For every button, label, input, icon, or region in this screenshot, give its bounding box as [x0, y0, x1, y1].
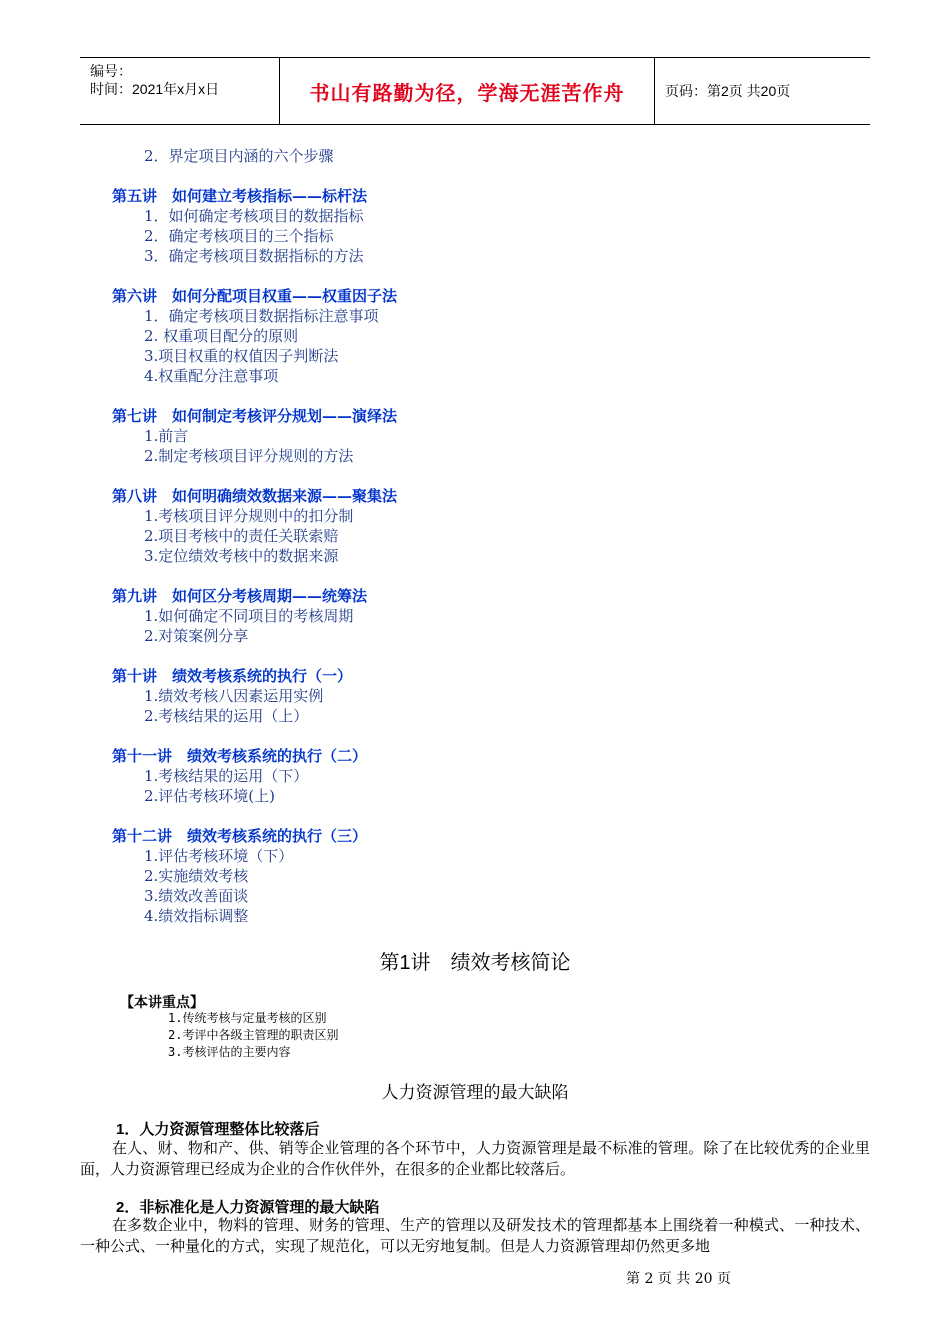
lecture-title: 第1讲 绩效考核简论 [379, 952, 571, 974]
page-footer: 第 2 页 共 20 页 [626, 1271, 731, 1287]
paragraph-1: 在人、财、物和产、供、销等企业管理的各个环节中，人力资源管理是最不标准的管理。除了在比较优秀的企业里面，人力资源管理已经成为企业的合作伙伴外，在很多的企业都比较落后。 [80, 1139, 870, 1178]
toc-lecture-8[interactable]: 第八讲 如何明确绩效数据来源——聚集法 [112, 487, 398, 505]
toc-item: 1.绩效考核八因素运用实例 [144, 687, 324, 705]
header-motto: 书山有路勤为径，学海无涯苦作舟 [280, 58, 655, 124]
toc-item: 2. 权重项目配分的原则 [144, 327, 299, 345]
toc-item: 4.绩效指标调整 [144, 907, 249, 925]
toc-item: 3.绩效改善面谈 [144, 887, 249, 905]
section-title: 人力资源管理的最大缺陷 [381, 1083, 569, 1102]
toc-item: 2.实施绩效考核 [144, 867, 249, 885]
subheading-2: 2．非标准化是人力资源管理的最大缺陷 [116, 1199, 380, 1216]
toc-item: 1.考核结果的运用（下） [144, 767, 309, 785]
toc-item: 2.考核结果的运用（上） [144, 707, 309, 725]
toc-lecture-7[interactable]: 第七讲 如何制定考核评分规划——演绎法 [112, 407, 398, 425]
toc-item: 3．确定考核项目数据指标的方法 [144, 247, 364, 265]
toc-item: 2.项目考核中的责任关联索赔 [144, 527, 339, 545]
focus-item: 2.考评中各级主管理的职责区别 [168, 1028, 339, 1042]
paragraph-2: 在多数企业中，物料的管理、财务的管理、生产的管理以及研发技术的管理都基本上围绕着一种模式、一种技术、一种公式、一种量化的方式，实现了规范化，可以无穷地复制。但是人力资源管理却仍然更多地 [80, 1216, 870, 1255]
toc-lecture-11[interactable]: 第十一讲 绩效考核系统的执行（二） [112, 747, 368, 765]
toc-item: 4.权重配分注意事项 [144, 367, 279, 385]
number-label: 编号： [90, 63, 132, 79]
toc-item: 2．界定项目内涵的六个步骤 [144, 147, 334, 165]
toc-lecture-12[interactable]: 第十二讲 绩效考核系统的执行（三） [112, 827, 368, 845]
header-meta [80, 58, 280, 124]
toc-item: 2.制定考核项目评分规则的方法 [144, 447, 354, 465]
header-page-info: 页码：第2页 共20页 [665, 83, 791, 99]
page-header [80, 57, 870, 125]
focus-list [168, 1010, 338, 1061]
toc-item: 1.如何确定不同项目的考核周期 [144, 607, 354, 625]
toc-item: 3.定位绩效考核中的数据来源 [144, 547, 339, 565]
toc-item: 2.评估考核环境(上) [144, 787, 276, 805]
toc-item: 1．确定考核项目数据指标注意事项 [144, 307, 379, 325]
toc-item: 1．如何确定考核项目的数据指标 [144, 207, 364, 225]
toc-item: 1.考核项目评分规则中的扣分制 [144, 507, 354, 525]
focus-item: 3.考核评估的主要内容 [168, 1045, 291, 1059]
time-label: 时间：2021年x月x日 [90, 81, 220, 97]
table-of-contents [112, 146, 812, 926]
toc-lecture-10[interactable]: 第十讲 绩效考核系统的执行（一） [112, 667, 353, 685]
toc-lecture-5[interactable]: 第五讲 如何建立考核指标——标杆法 [112, 187, 368, 205]
toc-item: 2.对策案例分享 [144, 627, 249, 645]
focus-item: 1.传统考核与定量考核的区别 [168, 1011, 327, 1025]
toc-lecture-6[interactable]: 第六讲 如何分配项目权重——权重因子法 [112, 287, 398, 305]
toc-item: 3.项目权重的权值因子判断法 [144, 347, 339, 365]
toc-item: 1.前言 [144, 427, 189, 445]
focus-title: 【本讲重点】 [120, 995, 204, 1011]
toc-item: 2．确定考核项目的三个指标 [144, 227, 334, 245]
toc-lecture-9[interactable]: 第九讲 如何区分考核周期——统筹法 [112, 587, 368, 605]
subheading-1: 1．人力资源管理整体比较落后 [116, 1121, 320, 1138]
toc-item: 1.评估考核环境（下） [144, 847, 294, 865]
